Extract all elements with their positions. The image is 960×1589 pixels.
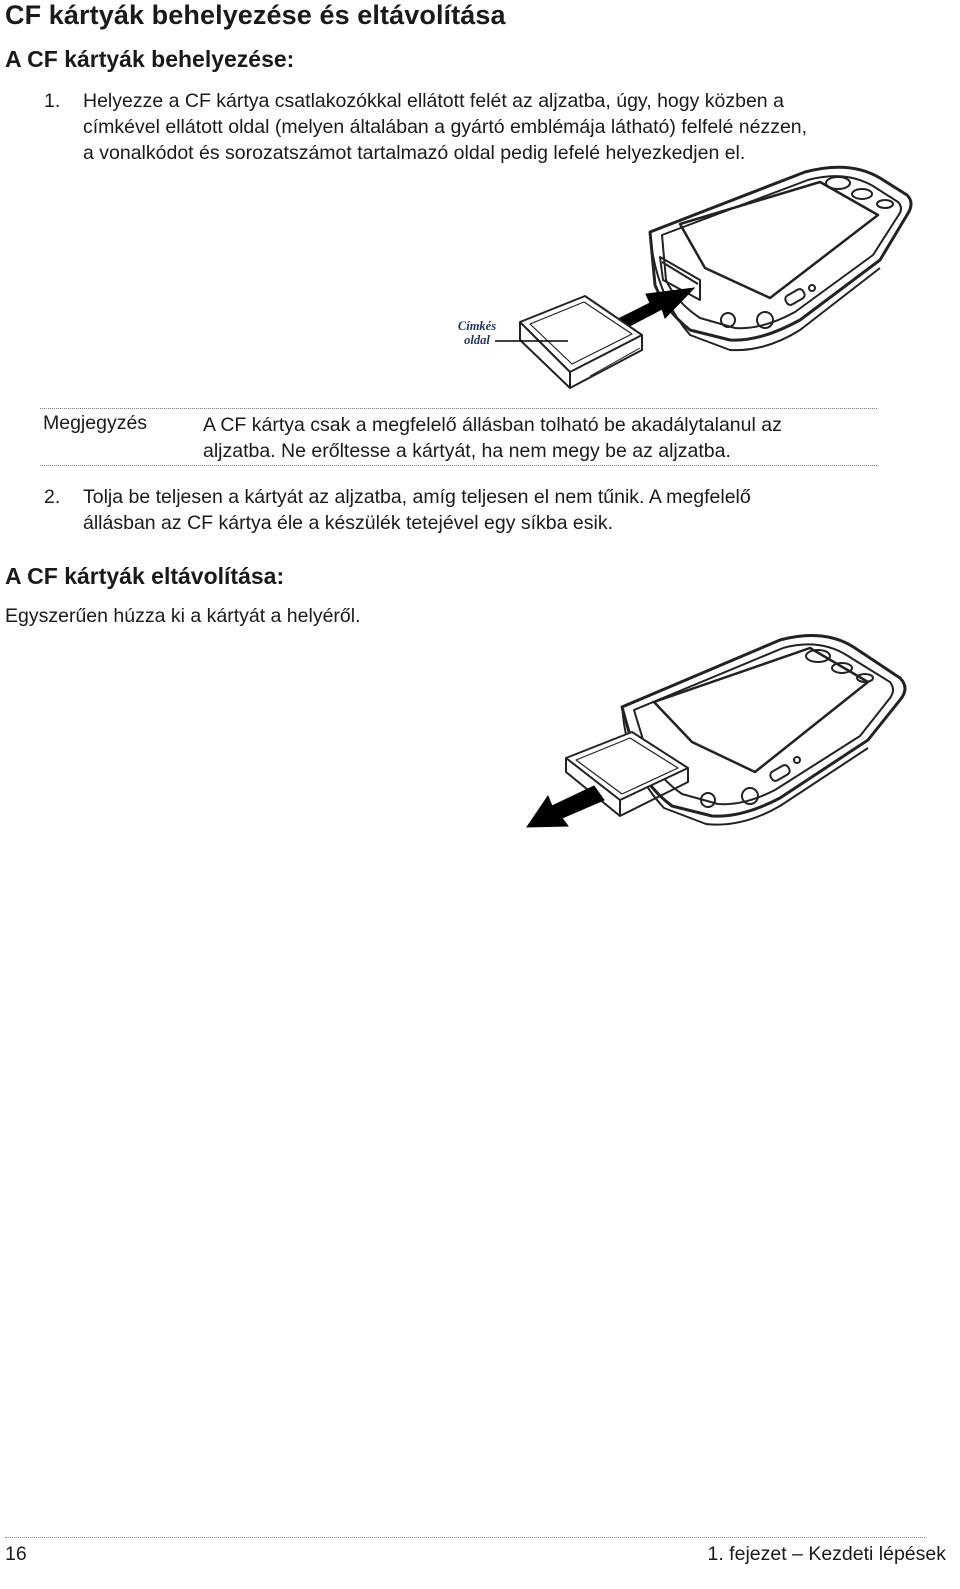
footer-divider <box>5 1537 925 1538</box>
step1-line: Helyezze a CF kártya csatlakozókkal ellátott felét az aljzatba, úgy, hogy közben a <box>83 90 784 112</box>
step2-text <box>83 484 943 536</box>
note-text <box>203 412 903 464</box>
step1-line: címkével ellátott oldal (melyen általában a gyártó emblémája látható) felfelé nézzen, <box>83 116 808 138</box>
remove-heading: A CF kártyák eltávolítása: <box>5 563 285 589</box>
remove-text: Egyszerűen húzza ki a kártyát a helyéről. <box>5 605 361 627</box>
note-label: Megjegyzés <box>43 412 148 434</box>
step2-line: állásban az CF kártya éle a készülék tetejével egy síkba esik. <box>83 512 614 534</box>
note-bottom-divider <box>40 465 877 466</box>
remove-arrow-icon <box>527 786 604 827</box>
callout-line: Címkés <box>457 319 497 333</box>
note-line: A CF kártya csak a megfelelő állásban tolható be akadálytalanul az <box>203 414 782 436</box>
pda-device-illustration <box>650 167 911 350</box>
note-line: aljzatba. Ne erőltesse a kártyát, ha nem megy be az aljzatba. <box>203 440 731 462</box>
label-side-callout <box>452 319 502 347</box>
step2-number: 2. <box>44 486 61 508</box>
callout-line: oldal <box>464 333 490 347</box>
step1-line: a vonalkódot és sorozatszámot tartalmazó oldal pedig lefelé helyezkedjen el. <box>83 142 746 164</box>
step2-line: Tolja be teljesen a kártyát az aljzatba, amíg teljesen el nem tűnik. A megfelelő <box>83 486 751 508</box>
card-removal-illustration <box>0 620 960 920</box>
page-number: 16 <box>5 1543 27 1565</box>
page-title: CF kártyák behelyezése és eltávolítása <box>5 0 506 30</box>
cf-card-illustration <box>520 296 642 388</box>
pda-device-illustration <box>622 636 905 825</box>
note-top-divider <box>40 408 877 409</box>
step1-number: 1. <box>44 90 61 112</box>
chapter-label: 1. fejezet – Kezdeti lépések <box>707 1543 946 1565</box>
insert-heading: A CF kártyák behelyezése: <box>5 46 295 72</box>
